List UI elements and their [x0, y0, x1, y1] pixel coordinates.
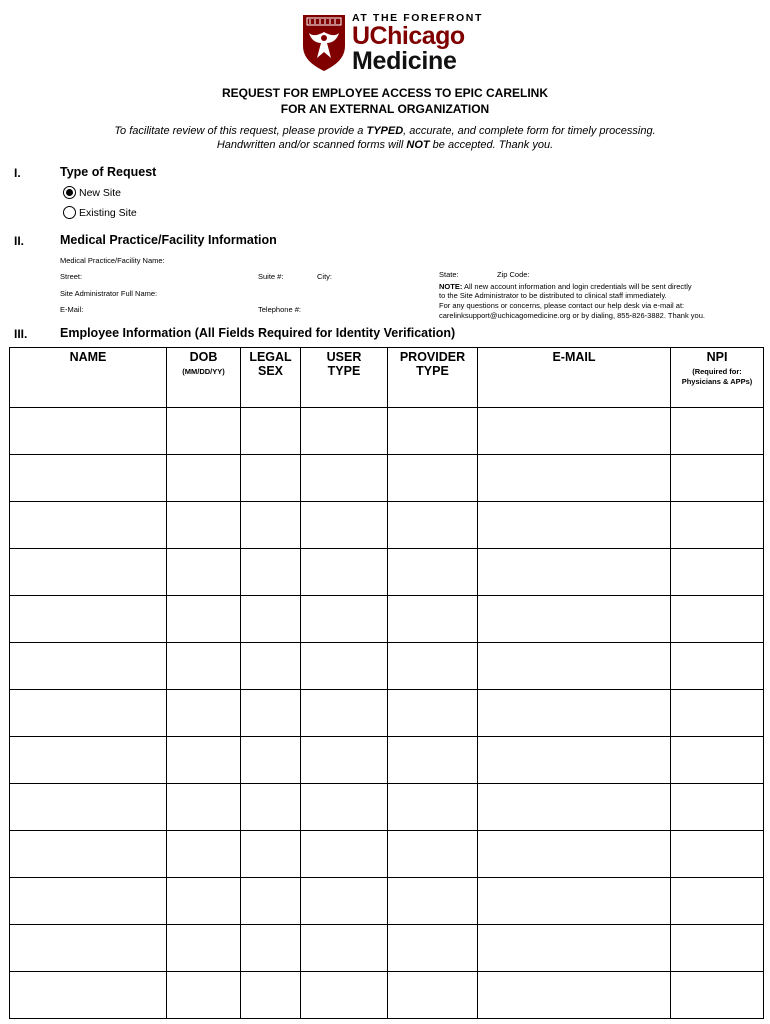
cell-npi[interactable] — [671, 408, 764, 455]
cell-user-type[interactable] — [301, 596, 388, 643]
logo-tagline: AT THE FOREFRONT — [352, 12, 483, 24]
cell-user-type[interactable] — [301, 878, 388, 925]
col-header-legal-sex: LEGAL SEX — [241, 348, 301, 408]
cell-dob[interactable] — [167, 549, 241, 596]
cell-legal-sex[interactable] — [241, 878, 301, 925]
section3-number: III. — [14, 327, 28, 341]
table-row — [10, 502, 764, 549]
section1-title: Type of Request — [60, 165, 157, 179]
cell-dob[interactable] — [167, 502, 241, 549]
field-city-label: City: — [317, 272, 332, 281]
cell-provider-type[interactable] — [388, 596, 478, 643]
col-header-dob: DOB (MM/DD/YY) — [167, 348, 241, 408]
cell-dob[interactable] — [167, 831, 241, 878]
cell-user-type[interactable] — [301, 784, 388, 831]
cell-dob[interactable] — [167, 972, 241, 1019]
field-zip-label: Zip Code: — [497, 270, 530, 279]
table-row — [10, 831, 764, 878]
field-telephone-label: Telephone #: — [258, 305, 301, 314]
cell-email[interactable] — [478, 690, 671, 737]
radio-existing-site[interactable] — [63, 206, 137, 219]
cell-provider-type[interactable] — [388, 878, 478, 925]
radio-button-selected[interactable] — [63, 186, 76, 199]
col-header-npi: NPI (Required for: Physicians & APPs) — [671, 348, 764, 408]
cell-user-type[interactable] — [301, 972, 388, 1019]
logo-name-uchicago: UChicago — [352, 22, 465, 50]
col-header-user-type: USER TYPE — [301, 348, 388, 408]
section3-title: Employee Information (All Fields Required for Identity Verification) — [60, 326, 456, 340]
cell-provider-type[interactable] — [388, 972, 478, 1019]
cell-email[interactable] — [478, 878, 671, 925]
cell-npi[interactable] — [671, 831, 764, 878]
cell-legal-sex[interactable] — [241, 596, 301, 643]
cell-name[interactable] — [10, 737, 167, 784]
cell-dob[interactable] — [167, 690, 241, 737]
cell-dob[interactable] — [167, 596, 241, 643]
cell-npi[interactable] — [671, 643, 764, 690]
col-header-name: NAME — [10, 348, 167, 408]
note-line4: carelinksupport@uchicagomedicine.org or by dialing, 855-826-3882. Thank you. — [439, 311, 705, 320]
cell-email[interactable] — [478, 549, 671, 596]
cell-dob[interactable] — [167, 925, 241, 972]
radio-label-existing-site: Existing Site — [79, 206, 137, 219]
table-row — [10, 972, 764, 1019]
cell-npi[interactable] — [671, 925, 764, 972]
cell-provider-type[interactable] — [388, 925, 478, 972]
cell-email[interactable] — [478, 972, 671, 1019]
cell-provider-type[interactable] — [388, 549, 478, 596]
cell-name[interactable] — [10, 502, 167, 549]
cell-legal-sex[interactable] — [241, 549, 301, 596]
table-row — [10, 408, 764, 455]
section2-number: II. — [14, 234, 25, 248]
cell-dob[interactable] — [167, 408, 241, 455]
cell-user-type[interactable] — [301, 831, 388, 878]
cell-npi[interactable] — [671, 549, 764, 596]
cell-email[interactable] — [478, 502, 671, 549]
cell-npi[interactable] — [671, 596, 764, 643]
field-suite-label: Suite #: — [258, 272, 284, 281]
uchicago-crest-logo — [302, 14, 346, 72]
radio-dot — [66, 189, 73, 196]
radio-button[interactable] — [63, 206, 76, 219]
cell-npi[interactable] — [671, 690, 764, 737]
note-line3: For any questions or concerns, please contact our help desk via e-mail at: — [439, 301, 685, 310]
cell-provider-type[interactable] — [388, 831, 478, 878]
cell-user-type[interactable] — [301, 408, 388, 455]
table-row — [10, 784, 764, 831]
table-row — [10, 925, 764, 972]
cell-email[interactable] — [478, 455, 671, 502]
cell-email[interactable] — [478, 925, 671, 972]
cell-dob[interactable] — [167, 643, 241, 690]
note-line1: NOTE: All new account information and login credentials will be sent directly — [439, 282, 692, 291]
cell-name[interactable] — [10, 831, 167, 878]
form-title-line1: REQUEST FOR EMPLOYEE ACCESS TO EPIC CARELINK — [221, 86, 549, 100]
cell-email[interactable] — [478, 831, 671, 878]
cell-dob[interactable] — [167, 455, 241, 502]
logo-name-medicine: Medicine — [352, 47, 457, 75]
cell-email[interactable] — [478, 643, 671, 690]
cell-provider-type[interactable] — [388, 502, 478, 549]
cell-npi[interactable] — [671, 784, 764, 831]
cell-npi[interactable] — [671, 878, 764, 925]
cell-provider-type[interactable] — [388, 737, 478, 784]
cell-name[interactable] — [10, 972, 167, 1019]
cell-legal-sex[interactable] — [241, 972, 301, 1019]
field-street-label: Street: — [60, 272, 83, 281]
table-row — [10, 878, 764, 925]
cell-name[interactable] — [10, 878, 167, 925]
cell-legal-sex[interactable] — [241, 643, 301, 690]
cell-npi[interactable] — [671, 455, 764, 502]
cell-user-type[interactable] — [301, 502, 388, 549]
cell-name[interactable] — [10, 455, 167, 502]
radio-new-site[interactable] — [63, 186, 121, 199]
field-admin-name-label: Site Administrator Full Name: — [60, 289, 158, 298]
cell-legal-sex[interactable] — [241, 831, 301, 878]
cell-dob[interactable] — [167, 784, 241, 831]
cell-legal-sex[interactable] — [241, 925, 301, 972]
cell-user-type[interactable] — [301, 643, 388, 690]
cell-provider-type[interactable] — [388, 408, 478, 455]
cell-legal-sex[interactable] — [241, 408, 301, 455]
form-title-line2: FOR AN EXTERNAL ORGANIZATION — [280, 102, 490, 116]
field-state-label: State: — [439, 270, 459, 279]
field-practice-name-label: Medical Practice/Facility Name: — [60, 256, 165, 265]
intro-line1: To facilitate review of this request, please provide a TYPED, accurate, and complete form for timely processing. — [114, 125, 656, 137]
cell-email[interactable] — [478, 737, 671, 784]
table-header-row — [10, 348, 764, 408]
table-row — [10, 643, 764, 690]
cell-user-type[interactable] — [301, 549, 388, 596]
intro-line2: Handwritten and/or scanned forms will NOT be accepted. Thank you. — [216, 139, 554, 151]
cell-name[interactable] — [10, 925, 167, 972]
cell-name[interactable] — [10, 408, 167, 455]
cell-user-type[interactable] — [301, 455, 388, 502]
cell-npi[interactable] — [671, 972, 764, 1019]
cell-provider-type[interactable] — [388, 690, 478, 737]
cell-legal-sex[interactable] — [241, 690, 301, 737]
cell-user-type[interactable] — [301, 737, 388, 784]
cell-npi[interactable] — [671, 502, 764, 549]
cell-name[interactable] — [10, 643, 167, 690]
cell-provider-type[interactable] — [388, 455, 478, 502]
cell-dob[interactable] — [167, 878, 241, 925]
cell-name[interactable] — [10, 596, 167, 643]
table-row — [10, 455, 764, 502]
employee-table — [9, 347, 764, 1019]
note-line2: to the Site Administrator to be distributed to clinical staff immediately. — [439, 291, 667, 300]
table-row — [10, 549, 764, 596]
cell-provider-type[interactable] — [388, 643, 478, 690]
section1-number: I. — [14, 166, 21, 180]
cell-email[interactable] — [478, 408, 671, 455]
cell-user-type[interactable] — [301, 690, 388, 737]
cell-legal-sex[interactable] — [241, 784, 301, 831]
cell-name[interactable] — [10, 784, 167, 831]
cell-email[interactable] — [478, 596, 671, 643]
cell-name[interactable] — [10, 690, 167, 737]
cell-provider-type[interactable] — [388, 784, 478, 831]
table-row — [10, 690, 764, 737]
section2-title: Medical Practice/Facility Information — [60, 233, 277, 247]
table-row — [10, 737, 764, 784]
cell-name[interactable] — [10, 549, 167, 596]
cell-legal-sex[interactable] — [241, 455, 301, 502]
cell-email[interactable] — [478, 784, 671, 831]
col-header-provider-type: PROVIDER TYPE — [388, 348, 478, 408]
cell-user-type[interactable] — [301, 925, 388, 972]
field-email-label: E-Mail: — [60, 305, 84, 314]
col-header-email: E-MAIL — [478, 348, 671, 408]
cell-dob[interactable] — [167, 737, 241, 784]
cell-legal-sex[interactable] — [241, 737, 301, 784]
radio-label-new-site: New Site — [79, 186, 122, 199]
cell-legal-sex[interactable] — [241, 502, 301, 549]
cell-npi[interactable] — [671, 737, 764, 784]
table-row — [10, 596, 764, 643]
